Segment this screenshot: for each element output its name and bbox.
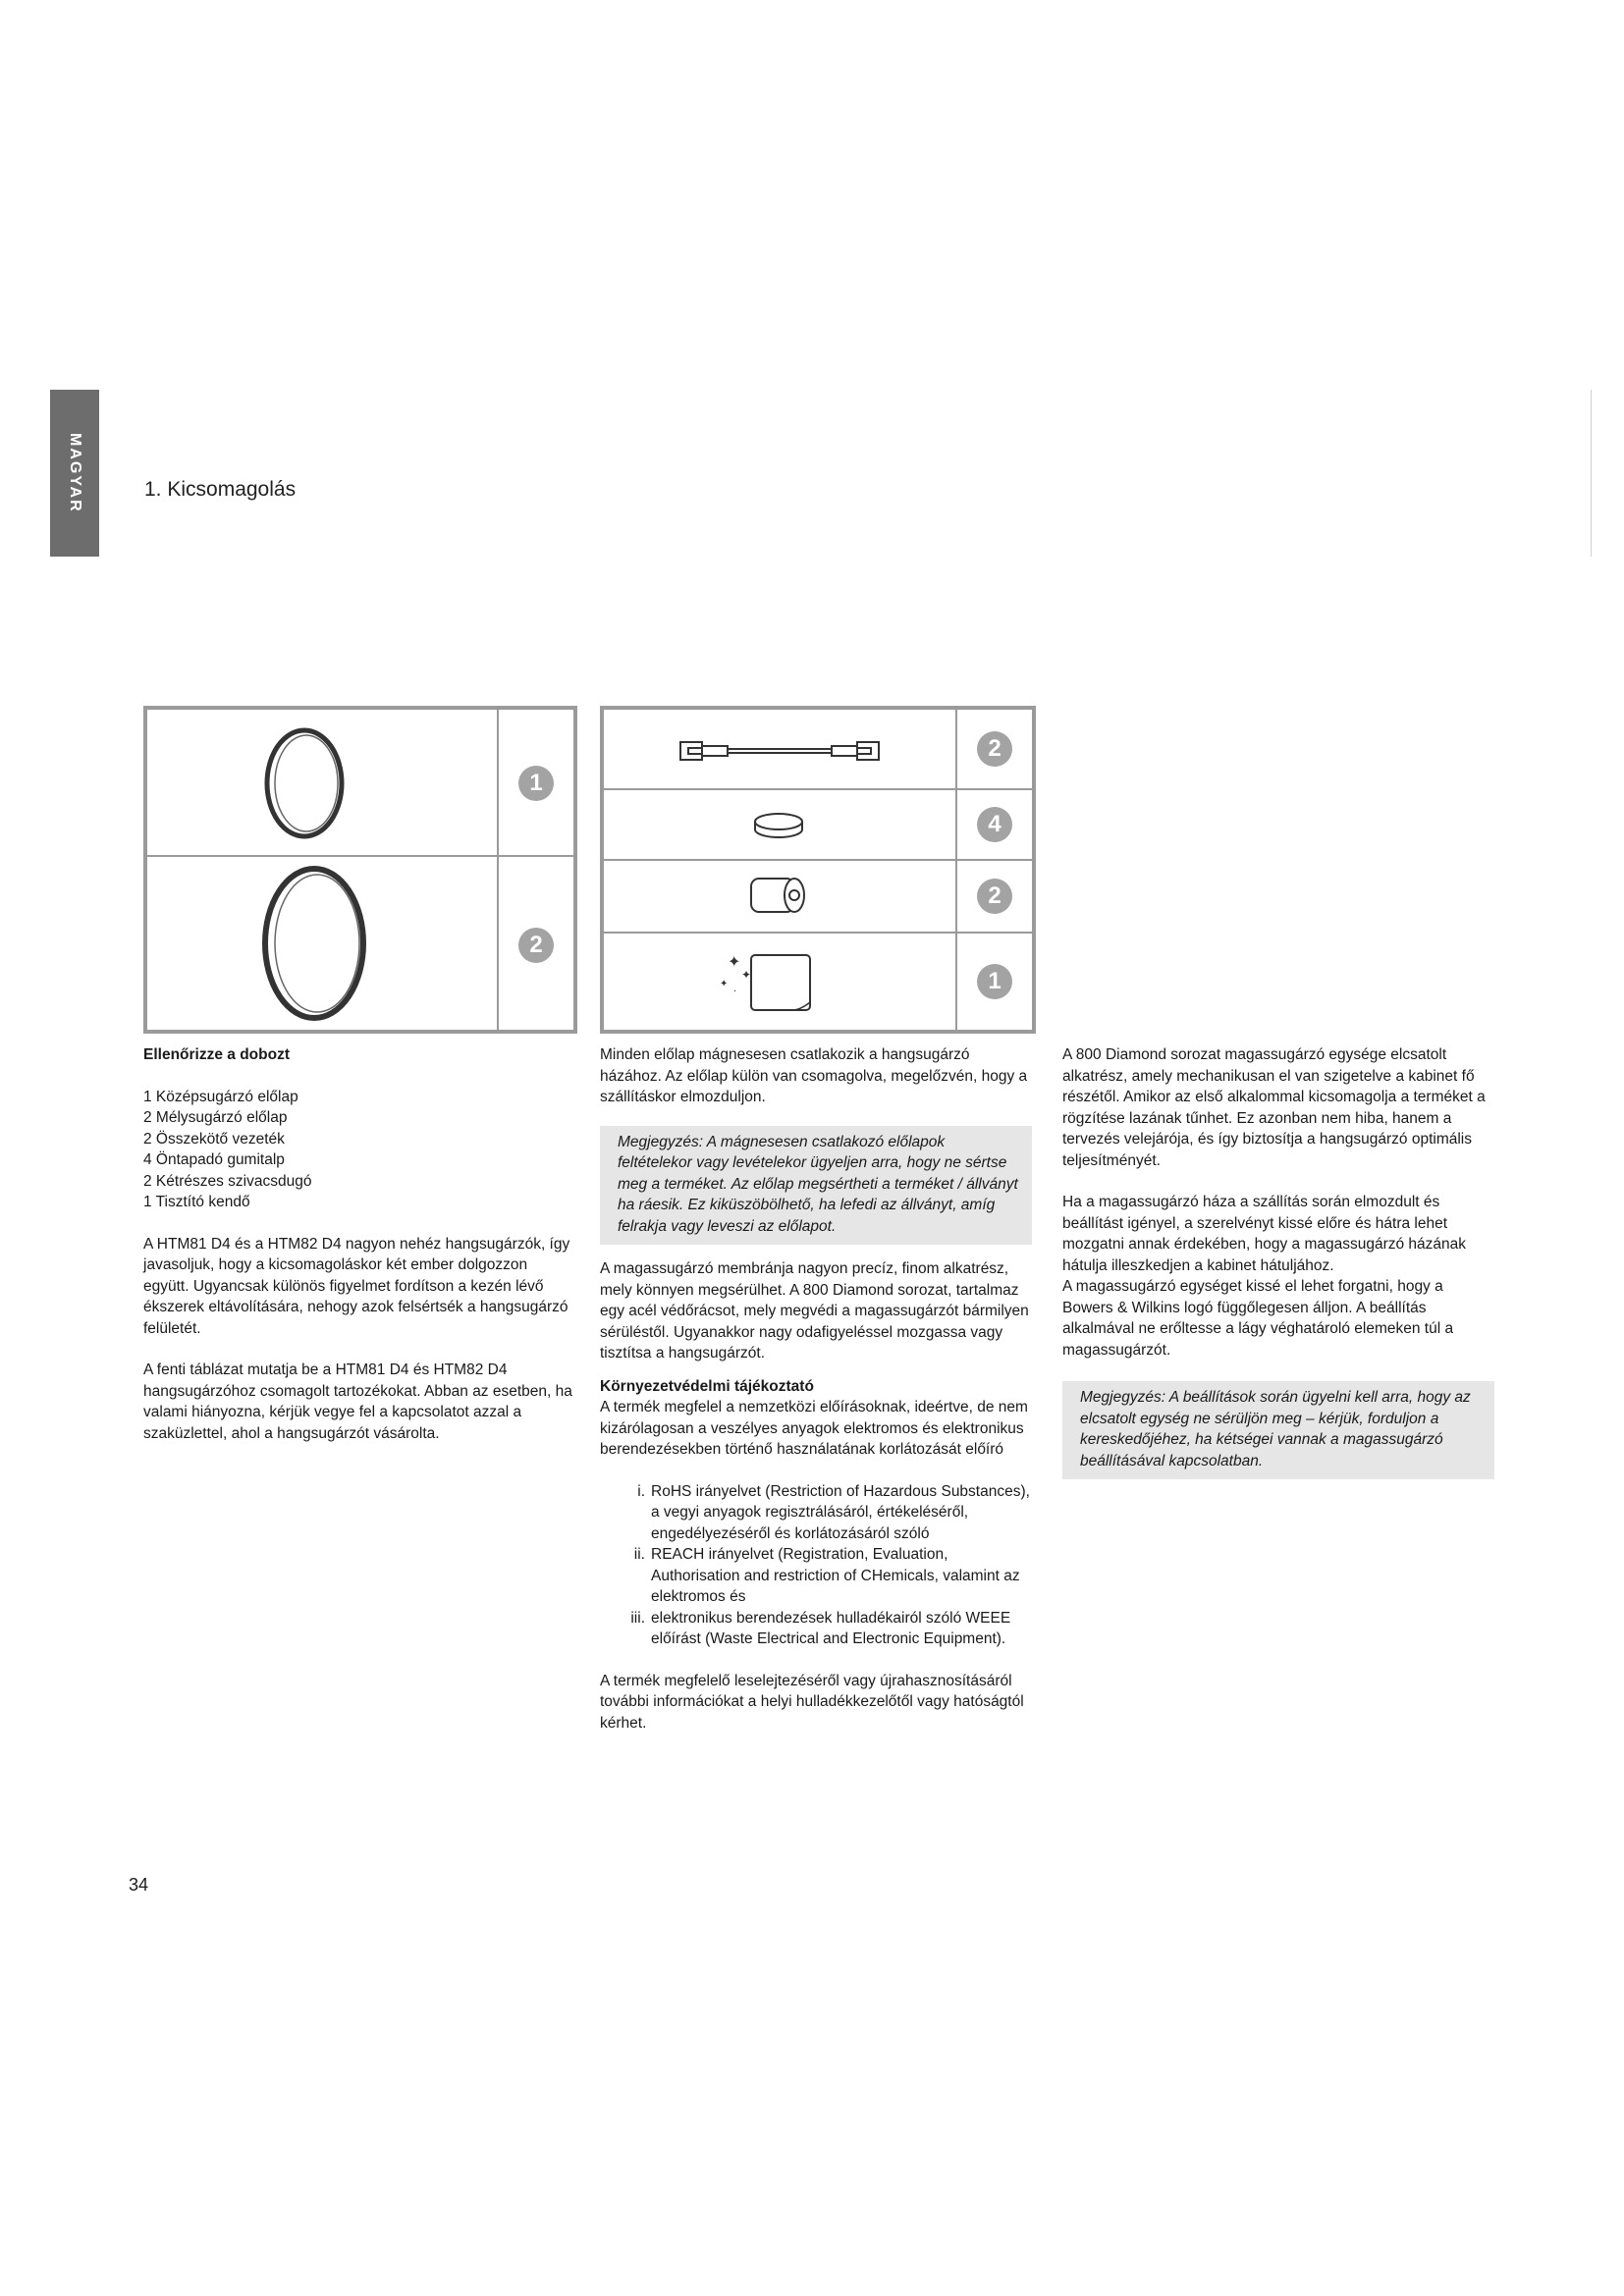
count-badge: 1 <box>518 766 554 801</box>
regulations-list <box>600 1481 1032 1650</box>
midrange-grille-icon <box>147 710 497 855</box>
count-badge: 2 <box>977 879 1012 914</box>
count-cell <box>955 788 1034 861</box>
list-item: iii. elektronikus berendezések hulladékairól szóló WEEE előírást (Waste Electrical and Electronic Equipment). <box>630 1609 1011 1647</box>
count-badge: 1 <box>977 964 1012 999</box>
margin-rule <box>1591 390 1592 557</box>
svg-text:✦: ✦ <box>741 968 752 982</box>
count-cell <box>955 859 1034 934</box>
section-title: 1. Kicsomagolás <box>144 478 297 501</box>
column-3 <box>1062 1044 1494 1493</box>
svg-text:✦: ✦ <box>728 952 741 971</box>
list-item: 2 Mélysugárzó előlap <box>143 1109 288 1126</box>
paragraph: A termék megfelelő leselejtezéséről vagy újrahasznosításáról további információkat a helyi hulladékkezelőtől vagy hatóságtól kérhet. <box>600 1672 1024 1732</box>
count-badge: 4 <box>977 807 1012 842</box>
foam-bung-cell <box>602 859 957 934</box>
bass-grille-icon <box>147 857 497 1030</box>
count-cell <box>955 932 1034 1032</box>
cable-cell <box>602 708 957 790</box>
count-cell <box>497 708 575 857</box>
link-cable-icon <box>604 710 955 788</box>
contents-list <box>143 1087 575 1213</box>
count-cell <box>497 855 575 1032</box>
svg-text:✦: ✦ <box>720 979 729 989</box>
paragraph: Minden előlap mágnesesen csatlakozik a hangsugárzó házához. Az előlap külön van csomagolva, megelőzvén, hogy a szállításkor elmozduljon. <box>600 1046 1028 1105</box>
tweeter-note: Megjegyzés: A beállítások során ügyelni kell arra, hogy az elcsatolt egység ne sérüljön meg – kérjük, forduljon a kereskedőjéhez, ha kétségei vannak a magassugárzó beállításával kapcsolatban. <box>1062 1381 1494 1479</box>
paragraph: A magassugárzó egységet kissé el lehet forgatni, hogy a Bowers & Wilkins logó függőlegesen álljon. A beállítás alkalmával ne erőltesse a lágy véghatároló elemeken túl a magassugárzót. <box>1062 1278 1454 1359</box>
count-cell <box>955 708 1034 790</box>
bass-grille-cell <box>145 855 499 1032</box>
count-badge: 2 <box>518 928 554 963</box>
list-item: 1 Középsugárzó előlap <box>143 1088 298 1105</box>
paragraph: A 800 Diamond sorozat magassugárzó egysége elcsatolt alkatrész, amely mechanikusan el van szigetelve a kabinet fő részétől. Amikor az első alkalommal kicsomagolja a terméket a rögzítése lazának tűnhet. Ez azonban nem hiba, hanem a tervezés velejárója, és így biztosítja a hangsugárzó optimális teljesítményét. <box>1062 1046 1486 1169</box>
page-number: 34 <box>129 1875 149 1895</box>
rubber-foot-icon <box>604 790 955 859</box>
cleaning-cloth-icon <box>604 934 955 1030</box>
paragraph: Ha a magassugárzó háza a szállítás során elmozdult és beállítást igényel, a szerelvényt kissé előre és hátra lehet mozgatni annak érdekében, hogy a magassugárzó házának hátulja illeszkedjen a kabinet hátuljához. <box>1062 1194 1467 1274</box>
grilles-figure <box>143 706 577 1034</box>
language-tab-label: MAGYAR <box>67 433 83 513</box>
list-item: 4 Öntapadó gumitalp <box>143 1151 285 1168</box>
svg-text:·: · <box>733 987 737 997</box>
column-1 <box>143 1044 575 1465</box>
list-item: ii. REACH irányelvet (Registration, Evaluation, Authorisation and restriction of CHemicals, valamint az elektromos és <box>633 1546 1020 1605</box>
list-item: 2 Összekötő vezeték <box>143 1130 285 1148</box>
paragraph: A HTM81 D4 és a HTM82 D4 nagyon nehéz hangsugárzók, így javasoljuk, hogy a kicsomagoláskor két ember dolgozzon együtt. Ugyancsak különös figyelmet fordítson a kezén lévő ékszerek eltávolítására, nehogy azok felsértsék a hangsugárzó felületét. <box>143 1235 570 1337</box>
column-2 <box>600 1044 1032 1754</box>
list-item: 1 Tisztító kendő <box>143 1194 250 1210</box>
list-item: i. RoHS irányelvet (Restriction of Hazardous Substances), a vegyi anyagok regisztrálásáról, értékeléséről, engedélyezéséről és korlátozásáról szóló <box>637 1482 1030 1542</box>
midrange-grille-cell <box>145 708 499 857</box>
paragraph: A termék megfelel a nemzetközi előírásoknak, ideértve, de nem kizárólagosan a veszélyes anyagok elektromos és elektronikus berendezésekben történő használatának korlátozását előíró <box>600 1399 1028 1458</box>
paragraph: A fenti táblázat mutatja be a HTM81 D4 és HTM82 D4 hangsugárzóhoz csomagolt tartozékokat. Abban az esetben, ha valami hiányozna, kérjük vegye fel a kapcsolatot azzal a szaküzlettel, ahol a hangsugárzót vásárolta. <box>143 1362 572 1442</box>
accessories-figure <box>600 706 1036 1034</box>
grille-note: Megjegyzés: A mágnesesen csatlakozó előlapok feltételekor vagy levételekor ügyeljen arra, hogy ne sértse meg a terméket. Az előlap megsértheti a terméket / állványt ha ráesik. Ez kiküszöbölhető, ha lefedi az állványt, amíg felrakja vagy leveszi az előlapot. <box>600 1126 1032 1246</box>
foam-bung-icon <box>604 861 955 932</box>
language-tab <box>50 390 99 557</box>
environment-heading: Környezetvédelmi tájékoztató <box>600 1377 814 1395</box>
paragraph: A magassugárzó membránja nagyon precíz, finom alkatrész, mely könnyen megsérülhet. A 800 Diamond sorozat, tartalmaz egy acél védőrácsot, mely megvédi a magassugárzót bármilyen sérüléstől. Ugyanakkor nagy odafigyeléssel mozgassa vagy tisztítsa a hangsugárzót. <box>600 1260 1029 1362</box>
rubber-foot-cell <box>602 788 957 861</box>
box-contents-heading: Ellenőrizze a dobozt <box>143 1046 290 1063</box>
cleaning-cloth-cell <box>602 932 957 1032</box>
count-badge: 2 <box>977 731 1012 767</box>
list-item: 2 Kétrészes szivacsdugó <box>143 1172 312 1190</box>
